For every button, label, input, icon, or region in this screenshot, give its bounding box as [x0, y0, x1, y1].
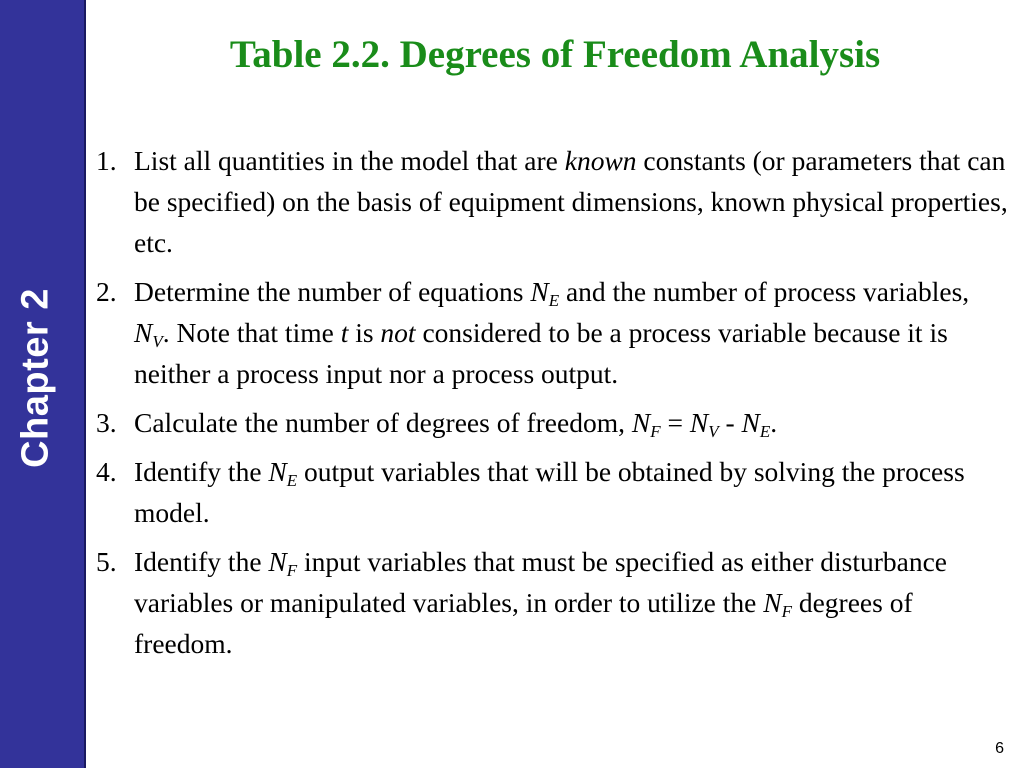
page-number: 6 — [995, 740, 1004, 757]
text-run: and the number of process variables, — [559, 276, 970, 307]
step-text — [134, 276, 969, 389]
italic-text: N — [741, 407, 760, 438]
step-number: 3. — [96, 407, 117, 438]
text-run: considered to be a process variable because it is neither a process input nor a process output. — [134, 317, 948, 389]
italic-text: N — [763, 587, 782, 618]
list-item — [96, 451, 1011, 533]
subscript: E — [548, 291, 560, 310]
text-run: = — [660, 407, 690, 438]
subscript: V — [708, 422, 719, 441]
italic-text: N — [631, 407, 651, 438]
step-number: 4. — [96, 456, 117, 487]
step-text — [134, 546, 947, 659]
step-number: 1. — [96, 145, 117, 176]
text-run: degrees of freedom. — [134, 587, 913, 659]
italic-text: N — [268, 456, 287, 487]
list-item — [96, 402, 1011, 443]
subscript: E — [286, 471, 298, 490]
subscript: E — [759, 422, 771, 441]
text-run: List all quantities in the model that are — [134, 145, 565, 176]
subscript: F — [650, 422, 661, 441]
italic-text: N — [134, 317, 153, 348]
step-text — [134, 145, 1008, 258]
italic-text: N — [530, 276, 549, 307]
subscript: F — [781, 602, 792, 621]
text-run: output variables that will be obtained by solving the process model. — [134, 456, 965, 528]
steps-list — [96, 140, 1011, 672]
text-run: . Note that time — [162, 317, 341, 348]
text-run: Identify the — [134, 456, 269, 487]
step-number: 5. — [96, 546, 117, 577]
text-run: Calculate the number of degrees of freedom, — [134, 407, 632, 438]
italic-text: N — [689, 407, 709, 438]
text-run: Determine the number of equations — [134, 276, 531, 307]
italic-text: t — [340, 317, 349, 348]
text-run: is — [348, 317, 381, 348]
slide-title: Table 2.2. Degrees of Freedom Analysis — [229, 33, 881, 76]
italic-text: not — [380, 317, 416, 348]
italic-text: N — [268, 546, 287, 577]
text-run: - — [718, 407, 742, 438]
text-run: input variables that must be specified as either disturbance variables or manipulated variables, in order to utilize the — [134, 546, 948, 618]
text-run: Identify the — [134, 546, 269, 577]
text-run: constants (or parameters that can be specified) on the basis of equipment dimensions, known physical properties, etc. — [134, 145, 1008, 258]
list-item — [96, 541, 1011, 664]
chapter-label: Chapter 2 — [14, 288, 57, 468]
step-number: 2. — [96, 276, 117, 307]
step-text — [134, 407, 778, 441]
chapter-sidebar — [0, 0, 86, 768]
step-text — [134, 456, 965, 528]
list-item — [96, 140, 1011, 263]
subscript: V — [152, 332, 163, 351]
subscript: F — [286, 561, 298, 580]
list-item — [96, 271, 1011, 394]
italic-text: known — [564, 145, 637, 176]
text-run: . — [770, 407, 778, 438]
